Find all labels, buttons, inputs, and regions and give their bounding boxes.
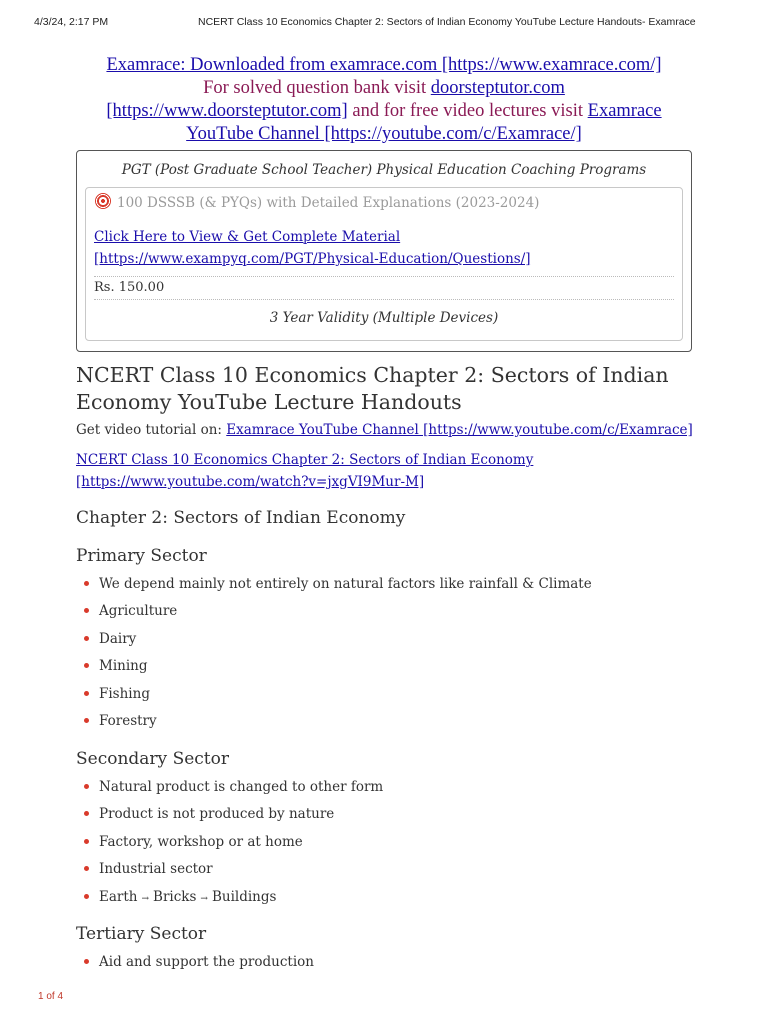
right-arrow-icon: → xyxy=(141,893,150,904)
list-item: Mining xyxy=(76,657,696,684)
doorsteptutor-url-link[interactable]: [https://www.doorsteptutor.com] xyxy=(106,101,348,121)
list-item: Factory, workshop or at home xyxy=(76,833,696,860)
list-item: Product is not produced by nature xyxy=(76,805,696,832)
list-item: Agriculture xyxy=(76,602,696,629)
page-title: NCERT Class 10 Economics Chapter 2: Sectors of Indian Economy YouTube Lecture Handouts xyxy=(76,363,669,414)
primary-sector-heading: Primary Sector xyxy=(76,546,207,566)
promo-heading: PGT (Post Graduate School Teacher) Physical Education Coaching Programs xyxy=(121,162,647,178)
print-date: 4/3/24, 2:17 PM xyxy=(34,16,109,28)
tertiary-sector-heading: Tertiary Sector xyxy=(76,924,207,944)
divider xyxy=(94,276,674,277)
target-icon xyxy=(95,193,111,209)
list-item: We depend mainly not entirely on natural factors like rainfall & Climate xyxy=(76,575,696,602)
banner-text: For solved question bank visit xyxy=(203,78,431,98)
examrace-link[interactable]: Examrace: Downloaded from examrace.com [https://www.examrace.com/] xyxy=(106,55,662,75)
video-tutorial-label: Get video tutorial on: xyxy=(76,422,227,438)
promo-box xyxy=(76,150,692,352)
chapter-heading: Chapter 2: Sectors of Indian Economy xyxy=(76,508,406,528)
list-item: Natural product is changed to other form xyxy=(76,778,696,805)
print-title: NCERT Class 10 Economics Chapter 2: Sectors of Indian Economy YouTube Lecture Handouts- Examrace xyxy=(198,16,696,28)
promo-subheading: 100 DSSSB (& PYQs) with Detailed Explanations (2023-2024) xyxy=(117,195,540,211)
list-item: Forestry xyxy=(76,712,696,739)
chain-item: Buildings xyxy=(211,888,277,905)
promo-card xyxy=(85,187,683,341)
secondary-sector-heading: Secondary Sector xyxy=(76,749,229,769)
tertiary-sector-list xyxy=(76,953,696,980)
divider xyxy=(94,299,674,300)
list-item: Dairy xyxy=(76,630,696,657)
banner-text-2: and for free video lectures visit xyxy=(347,101,588,121)
secondary-sector-list xyxy=(76,778,696,915)
source-banner xyxy=(84,54,684,146)
primary-sector-list xyxy=(76,575,696,739)
youtube-channel-link-start[interactable]: Examrace xyxy=(587,101,662,121)
list-item: Aid and support the production xyxy=(76,953,696,980)
list-item-chain xyxy=(76,888,696,915)
promo-price: Rs. 150.00 xyxy=(94,280,165,295)
promo-validity: 3 Year Validity (Multiple Devices) xyxy=(269,310,499,326)
youtube-channel-link[interactable]: YouTube Channel [https://youtube.com/c/Examrace/] xyxy=(186,124,582,144)
lecture-video-link[interactable]: NCERT Class 10 Economics Chapter 2: Sectors of Indian Economy [https://www.youtube.com/watch?v=jxgVI9Mur-M] xyxy=(76,452,534,490)
promo-material-link[interactable]: Click Here to View & Get Complete Material [https://www.exampyq.com/PGT/Physical-Education/Questions/] xyxy=(94,229,531,267)
right-arrow-icon: → xyxy=(200,893,208,904)
video-tutorial-line xyxy=(76,422,693,438)
chain-item: Bricks xyxy=(153,888,197,905)
print-header xyxy=(0,16,768,30)
list-item: Industrial sector xyxy=(76,860,696,887)
doorsteptutor-link[interactable]: doorsteptutor.com xyxy=(430,78,565,98)
promo-subheading-row xyxy=(95,193,539,211)
list-item: Fishing xyxy=(76,685,696,712)
page-number: 1 of 4 xyxy=(38,991,64,1002)
youtube-channel-link-2[interactable]: Examrace YouTube Channel [https://www.youtube.com/c/Examrace] xyxy=(226,422,693,438)
chain-item: Earth xyxy=(99,888,138,905)
